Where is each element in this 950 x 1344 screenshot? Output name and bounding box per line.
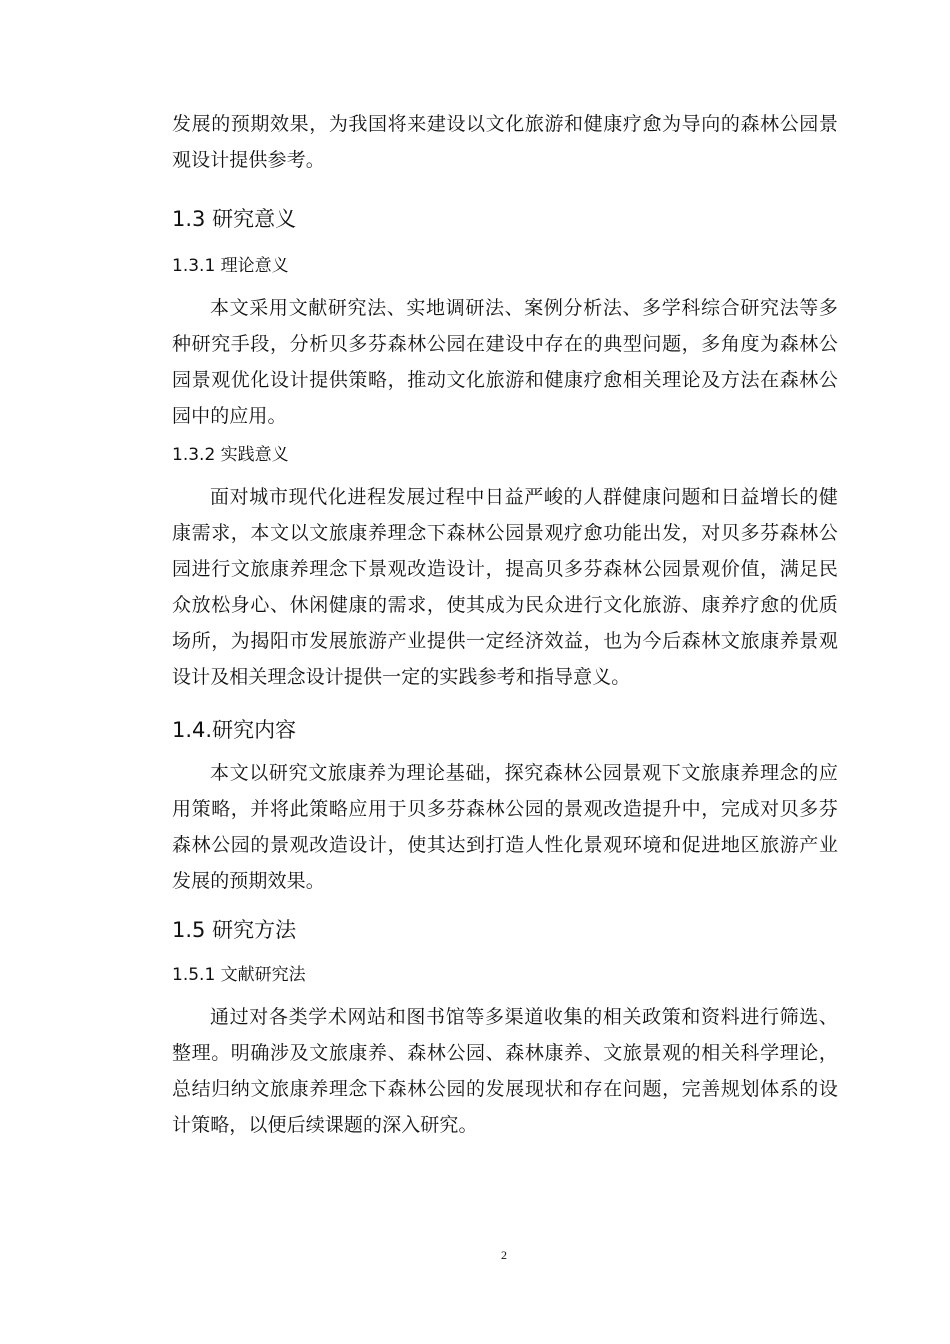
paragraph-literature-research: 通过对各类学术网站和图书馆等多渠道收集的相关政策和资料进行筛选、整理。明确涉及文旅康养、森林公园、森林康养、文旅景观的相关科学理论，总结归纳文旅康养理念下森林公园的发展现状和存在问题，完善规划体系的设计策略，以便后续课题的深入研究。 — [172, 1006, 838, 1136]
intro-paragraph: 发展的预期效果，为我国将来建设以文化旅游和健康疗愈为导向的森林公园景观设计提供参考。 — [172, 113, 838, 171]
section-heading-1-5: 1.5 研究方法 — [172, 918, 297, 942]
document-body — [172, 106, 838, 1143]
subsection-heading-1-5-1: 1.5.1 文献研究法 — [172, 965, 306, 985]
paragraph-practical-significance: 面对城市现代化进程发展过程中日益严峻的人群健康问题和日益增长的健康需求，本文以文旅康养理念下森林公园景观疗愈功能出发，对贝多芬森林公园进行文旅康养理念下景观改造设计，提高贝多芬森林公园景观价值，满足民众放松身心、休闲健康的需求，使其成为民众进行文化旅游、康养疗愈的优质场所，为揭阳市发展旅游产业提供一定经济效益，也为今后森林文旅康养景观设计及相关理念设计提供一定的实践参考和指导意义。 — [172, 486, 838, 688]
subsection-heading-1-3-2: 1.3.2 实践意义 — [172, 445, 289, 465]
page-number: 2 — [501, 1248, 507, 1262]
section-heading-1-3: 1.3 研究意义 — [172, 207, 297, 231]
paragraph-research-content: 本文以研究文旅康养为理论基础，探究森林公园景观下文旅康养理念的应用策略，并将此策略应用于贝多芬森林公园的景观改造提升中，完成对贝多芬森林公园的景观改造设计，使其达到打造人性化景观环境和促进地区旅游产业发展的预期效果。 — [172, 762, 838, 892]
paragraph-theoretical-significance: 本文采用文献研究法、实地调研法、案例分析法、多学科综合研究法等多种研究手段，分析贝多芬森林公园在建设中存在的典型问题，多角度为森林公园景观优化设计提供策略，推动文化旅游和健康疗愈相关理论及方法在森林公园中的应用。 — [172, 297, 838, 427]
subsection-heading-1-3-1: 1.3.1 理论意义 — [172, 256, 289, 276]
section-heading-1-4: 1.4.研究内容 — [172, 718, 297, 742]
